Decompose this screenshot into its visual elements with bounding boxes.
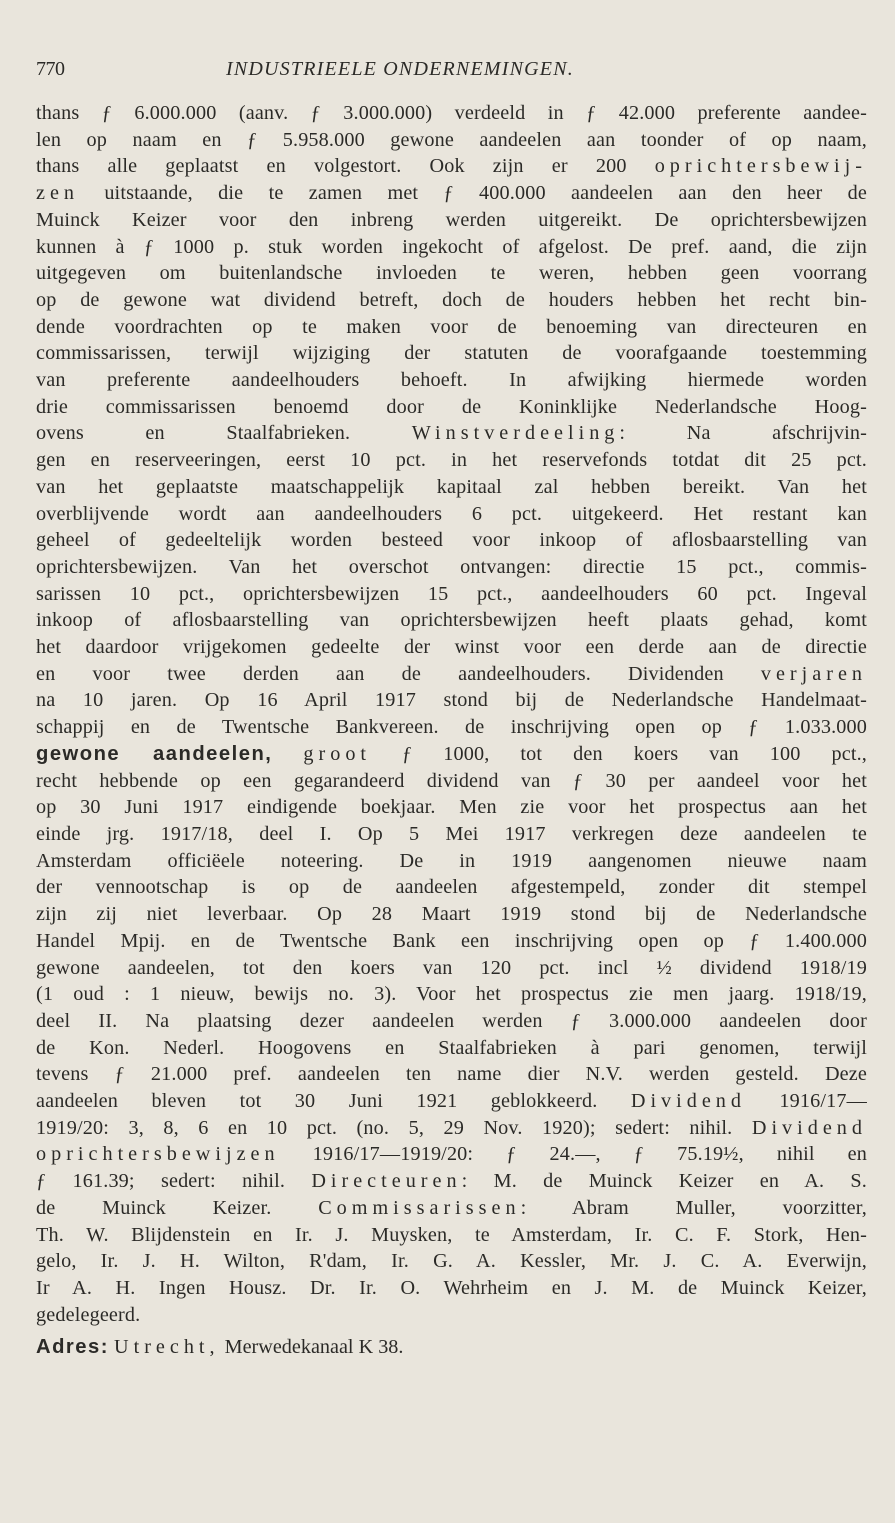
text-line: tevens ƒ 21.000 pref. aandeelen ten name dier N.V. werden gesteld. Deze: [36, 1063, 867, 1086]
text-line: het daardoor vrijgekomen gedeelte der winst voor een derde aan de directie: [36, 636, 867, 659]
text-line: oprichtersbewijzen. Van het overschot ontvangen: directie 15 pct., commis-: [36, 555, 867, 578]
spaced-emphasis: Commissarissen: [318, 1196, 521, 1219]
text-line: drie commissarissen benoemd door de Koninklijke Nederlandsche Hoog-: [36, 395, 867, 418]
text-line: gewone aandeelen, groot ƒ 1000, tot den koers van 100 pct.,: [36, 742, 867, 765]
address-city: Utrecht,: [114, 1336, 220, 1359]
spaced-emphasis: zen: [36, 182, 80, 205]
text-line: op 30 Juni 1917 eindigende boekjaar. Men zie voor het prospectus aan het: [36, 796, 867, 819]
text-line: gewone aandeelen, tot den koers van 120 pct. incl ½ dividend 1918/19: [36, 956, 867, 979]
text-line: gen en reserveeringen, eerst 10 pct. in het reservefonds totdat dit 25 pct.: [36, 449, 867, 472]
text-line: 1919/20: 3, 8, 6 en 10 pct. (no. 5, 29 Nov. 1920); sedert: nihil. Dividend: [36, 1116, 867, 1139]
text-line: sarissen 10 pct., oprichtersbewijzen 15 pct., aandeelhouders 60 pct. Ingeval: [36, 582, 867, 605]
spaced-emphasis: Dividend: [751, 1116, 867, 1139]
text-line: overblijvende wordt aan aandeelhouders 6 pct. uitgekeerd. Het restant kan: [36, 502, 867, 525]
text-line: zen uitstaande, die te zamen met ƒ 400.000 aandeelen aan den heer de: [36, 182, 867, 205]
text-line: recht hebbende op een gegarandeerd dividend van ƒ 30 per aandeel voor het: [36, 769, 867, 792]
text-line: Amsterdam officiëele noteering. De in 1919 aangenomen nieuwe naam: [36, 849, 867, 872]
address-street: Merwedekanaal K 38.: [224, 1336, 404, 1359]
text-line: gedelegeerd.: [36, 1303, 141, 1326]
text-line: inkoop of aflosbaarstelling van oprichtersbewijzen heeft plaats gehad, komt: [36, 609, 867, 632]
text-line: ovens en Staalfabrieken. Winstverdeeling: Na afschrijvin-: [36, 422, 867, 445]
text-line: aandeelen bleven tot 30 Juni 1921 geblokkeerd. Dividend 1916/17—: [36, 1090, 867, 1113]
page-header: [36, 52, 867, 92]
text-line: Ir A. H. Ingen Housz. Dr. Ir. O. Wehrheim en J. M. de Muinck Keizer,: [36, 1276, 867, 1299]
bold-emphasis: gewone aandeelen,: [36, 742, 273, 765]
text-line: Th. W. Blijdenstein en Ir. J. Muysken, te Amsterdam, Ir. C. F. Stork, Hen-: [36, 1223, 867, 1246]
text-line: len op naam en ƒ 5.958.000 gewone aandeelen aan toonder of op naam,: [36, 128, 867, 151]
text-line: der vennootschap is op de aandeelen afgestempeld, zonder dit stempel: [36, 876, 867, 899]
text-line: de Kon. Nederl. Hoogovens en Staalfabrieken à pari genomen, terwijl: [36, 1036, 867, 1059]
text-line: zijn zij niet leverbaar. Op 28 Maart 1919 stond bij de Nederlandsche: [36, 903, 867, 926]
text-line: kunnen à ƒ 1000 p. stuk worden ingekocht of afgelost. De pref. aand, die zijn: [36, 235, 867, 258]
text-line: de Muinck Keizer. Commissarissen: Abram Muller, voorzitter,: [36, 1196, 867, 1219]
text-line: op de gewone wat dividend betreft, doch de houders hebben het recht bin-: [36, 288, 867, 311]
text-line: thans alle geplaatst en volgestort. Ook zijn er 200 oprichtersbewij-: [36, 155, 867, 178]
spaced-emphasis: groot: [303, 742, 372, 765]
text-line: einde jrg. 1917/18, deel I. Op 5 Mei 1917 verkregen deze aandeelen te: [36, 822, 867, 845]
text-line: en voor twee derden aan de aandeelhouders. Dividenden verjaren: [36, 662, 867, 685]
text-line: deel II. Na plaatsing dezer aandeelen werden ƒ 3.000.000 aandeelen door: [36, 1009, 867, 1032]
text-line: dende voordrachten op te maken voor de benoeming van directeuren en: [36, 315, 867, 338]
page-number: 770: [36, 58, 65, 80]
body-text: [36, 100, 867, 1328]
spaced-emphasis: Dividend: [630, 1090, 746, 1113]
spaced-emphasis: oprichtersbewijzen: [36, 1143, 280, 1166]
text-line: oprichtersbewijzen 1916/17—1919/20: ƒ 24.—, ƒ 75.19½, nihil en: [36, 1143, 867, 1166]
text-line: schappij en de Twentsche Bankvereen. de inschrijving open op ƒ 1.033.000: [36, 716, 867, 739]
spaced-emphasis: verjaren: [760, 662, 867, 685]
text-line: van preferente aandeelhouders behoeft. In afwijking hiermede worden: [36, 369, 867, 392]
spaced-emphasis: Winstverdeeling: [411, 422, 620, 445]
address-line: [36, 1334, 867, 1361]
text-line: na 10 jaren. Op 16 April 1917 stond bij de Nederlandsche Handelmaat-: [36, 689, 867, 712]
spaced-emphasis: oprichtersbewij-: [654, 155, 867, 178]
text-line: geheel of gedeeltelijk worden besteed voor inkoop of aflosbaarstelling van: [36, 529, 867, 552]
running-title: INDUSTRIEELE ONDERNEMINGEN.: [226, 58, 574, 80]
text-line: Muinck Keizer voor den inbreng werden uitgereikt. De oprichtersbewijzen: [36, 208, 867, 231]
address-label: Adres:: [36, 1336, 109, 1359]
text-line: thans ƒ 6.000.000 (aanv. ƒ 3.000.000) verdeeld in ƒ 42.000 preferente aandee-: [36, 102, 867, 124]
spaced-emphasis: Directeuren: [311, 1170, 462, 1193]
text-line: (1 oud : 1 nieuw, bewijs no. 3). Voor het prospectus zie men jaarg. 1918/19,: [36, 983, 867, 1006]
text-line: commissarissen, terwijl wijziging der statuten de voorafgaande toestemming: [36, 342, 867, 365]
text-line: uitgegeven om buitenlandsche invloeden te weren, hebben geen voorrang: [36, 262, 867, 285]
text-line: van het geplaatste maatschappelijk kapitaal zal hebben bereikt. Van het: [36, 475, 867, 498]
text-line: Handel Mpij. en de Twentsche Bank een inschrijving open op ƒ 1.400.000: [36, 929, 867, 952]
text-line: gelo, Ir. J. H. Wilton, R'dam, Ir. G. A. Kessler, Mr. J. C. A. Everwijn,: [36, 1250, 867, 1273]
text-line: ƒ 161.39; sedert: nihil. Directeuren: M. de Muinck Keizer en A. S.: [36, 1170, 867, 1193]
